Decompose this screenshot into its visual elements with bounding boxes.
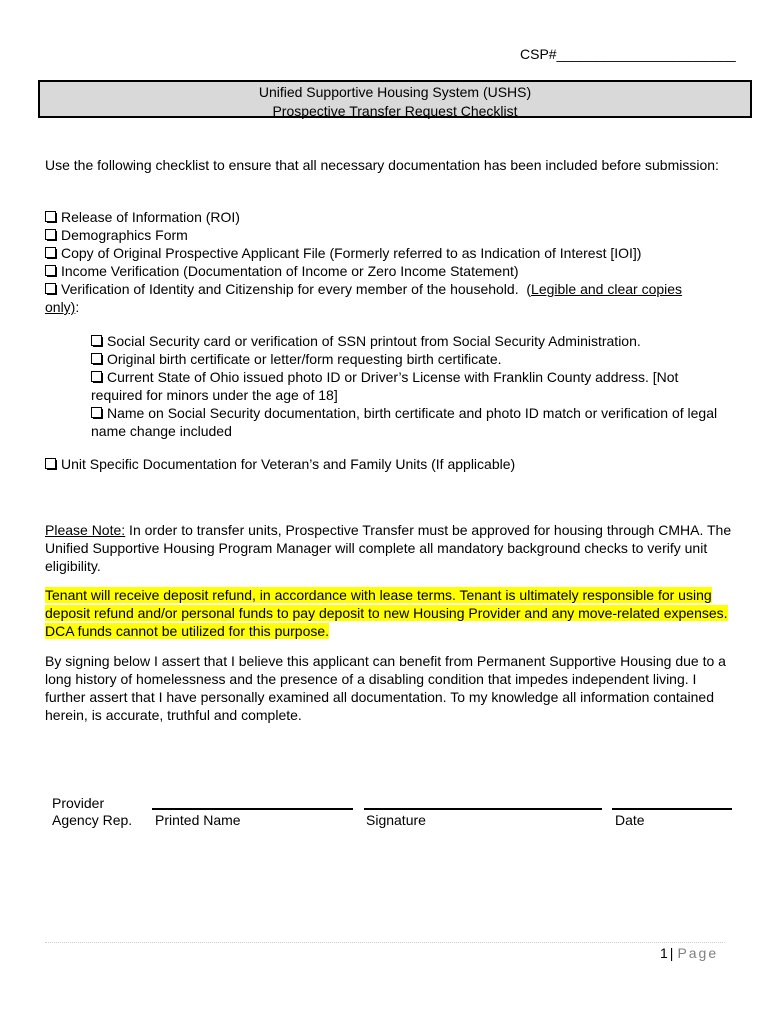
- date-line[interactable]: [612, 808, 732, 810]
- title-line-1: Unified Supportive Housing System (USHS): [258, 84, 532, 100]
- sub-item-label: Current State of Ohio issued photo ID or Driver’s License with Franklin County address. [Not required for minors under the age of 18]: [91, 369, 679, 403]
- assertion-paragraph: By signing below I assert that I believe this applicant can benefit from Permanent Supportive Housing due to a long history of homelessness and the presence of a disabling condition that impedes independent living. I further assert that I have personally examined all documentation. To my knowledge all information contained herein, is accurate, truthful and complete.: [45, 653, 726, 723]
- note-text: In order to transfer units, Prospective Transfer must be approved for housing through CMHA. The Unified Supportive Housing Program Manager will complete all mandatory background checks to verify unit eligibility.: [45, 522, 732, 574]
- checkbox-icon[interactable]: [45, 265, 56, 276]
- page-label: Page: [677, 945, 719, 961]
- printed-name-label: Printed Name: [155, 812, 241, 828]
- emphasis-only: only): [45, 299, 76, 315]
- provider-label-line-2: Agency Rep.: [52, 812, 133, 828]
- checkbox-icon[interactable]: [45, 211, 56, 222]
- sub-item-label: Social Security card or verification of SSN printout from Social Security Administration.: [107, 333, 641, 349]
- sub-item-name-match[interactable]: [91, 404, 731, 440]
- page-number-value: 1: [660, 945, 668, 961]
- document-title-box: [38, 80, 752, 118]
- page-number: [660, 945, 718, 961]
- checklist-item-identity[interactable]: [45, 280, 745, 298]
- sub-item-birth-certificate[interactable]: [91, 350, 731, 368]
- sub-item-label: Original birth certificate or letter/form requesting birth certificate.: [107, 351, 502, 367]
- checklist-item-unit-specific[interactable]: [45, 456, 515, 472]
- emphasis-open: (: [526, 281, 532, 297]
- sub-item-photo-id[interactable]: [91, 368, 731, 404]
- checkbox-icon[interactable]: [91, 371, 102, 382]
- main-checklist: [45, 208, 745, 316]
- highlight-text: Tenant will receive deposit refund, in accordance with lease terms. Tenant is ultimately responsible for using deposit refund and/or personal funds to pay deposit to new Housing Provider and any move-related expenses. DCA funds cannot be utilized for this purpose.: [45, 587, 728, 639]
- checklist-item-label: Copy of Original Prospective Applicant File (Formerly referred to as Indication of Interest [IOI]): [61, 245, 642, 261]
- signature-line[interactable]: [364, 808, 602, 810]
- provider-label-line-1: Provider: [52, 795, 105, 811]
- sub-item-ssn[interactable]: [91, 332, 731, 350]
- date-label: Date: [615, 812, 645, 828]
- checklist-item-label: Release of Information (ROI): [61, 209, 240, 225]
- printed-name-line[interactable]: [152, 808, 353, 810]
- footer-divider: [45, 942, 725, 943]
- checklist-item-label: Income Verification (Documentation of Income or Zero Income Statement): [61, 263, 519, 279]
- checklist-item-label: Verification of Identity and Citizenship for every member of the household.: [61, 281, 519, 297]
- checkbox-icon[interactable]: [91, 335, 102, 346]
- checklist-item-roi[interactable]: [45, 208, 745, 226]
- sub-item-label: Name on Social Security documentation, birth certificate and photo ID match or verification of legal name change included: [91, 405, 718, 439]
- checklist-item-label: Unit Specific Documentation for Veteran’s and Family Units (If applicable): [61, 456, 516, 472]
- title-line-2: Prospective Transfer Request Checklist: [272, 103, 518, 119]
- emphasis-legible: Legible and clear copies: [531, 281, 683, 297]
- checkbox-icon[interactable]: [91, 407, 102, 418]
- please-note-paragraph: [45, 521, 735, 575]
- note-label: Please Note:: [45, 522, 126, 538]
- checkbox-icon[interactable]: [45, 458, 56, 469]
- checkbox-icon[interactable]: [91, 353, 102, 364]
- checkbox-icon[interactable]: [45, 229, 56, 240]
- identity-sub-checklist: [91, 332, 731, 440]
- checkbox-icon[interactable]: [45, 247, 56, 258]
- deposit-refund-highlight: [45, 586, 735, 640]
- checklist-item-label: Demographics Form: [61, 227, 188, 243]
- emphasis-colon: :: [75, 299, 80, 315]
- signature-label: Signature: [366, 812, 426, 828]
- checklist-item-identity-cont: [45, 298, 745, 316]
- page-separator: |: [669, 945, 674, 961]
- checklist-item-demographics[interactable]: [45, 226, 745, 244]
- checkbox-icon[interactable]: [45, 283, 56, 294]
- checklist-item-applicant-file[interactable]: [45, 244, 745, 262]
- checklist-item-income[interactable]: [45, 262, 745, 280]
- csp-number-field: CSP#_______________________: [520, 46, 736, 62]
- intro-text: Use the following checklist to ensure that all necessary documentation has been included before submission:: [45, 157, 719, 173]
- provider-agency-rep-label: [52, 795, 132, 829]
